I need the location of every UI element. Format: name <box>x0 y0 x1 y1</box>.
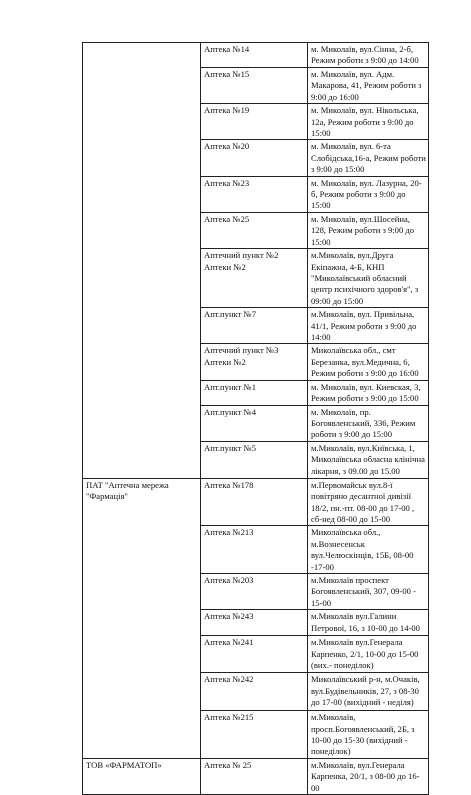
org-cell: ТОВ «ФАРМАТОП» <box>83 758 201 794</box>
address-cell: м. Миколаїв, вул. Киевская, 3, Режим роботи з 9:00 до 15:00 <box>308 380 429 405</box>
pharmacy-cell: Апт.пункт №1 <box>201 380 308 405</box>
address-cell: м. Миколаїв, вул. Лазурна, 20-б, Режим роботи з 9:00 до 15:00 <box>308 176 429 212</box>
pharmacy-cell: Аптека №14 <box>201 43 308 68</box>
pharmacy-cell: Аптека №25 <box>201 212 308 248</box>
address-cell: Миколаївська обл., м.Вознесенськ вул.Челюскінців, 15Б, 08-00 -17-00 <box>308 526 429 574</box>
address-cell: м.Первомайськ вул.8-ї повітряно десантної дивізії 18/2, пн.-пт. 08-00 до 17-00 , сб-нед 08-00 до 15-00 <box>308 478 429 526</box>
address-cell: м. Миколаїв, вул.Сінна, 2-б, Режим роботи з 9:00 до 14:00 <box>308 43 429 68</box>
pharmacy-table-body <box>83 43 429 795</box>
table-row <box>83 758 429 794</box>
address-cell: м.Миколаїв, просп.Богоявленський, 2Б, з 10-00 до 15-30 (вихідний - понеділок) <box>308 711 429 759</box>
address-cell: м. Миколаїв, вул. 6-та Слобідська,16-а, Режим роботи з 9:00 до 15:00 <box>308 140 429 176</box>
pharmacy-cell: Аптека №243 <box>201 610 308 636</box>
org-cell <box>83 43 201 479</box>
table-row <box>83 478 429 526</box>
address-cell: Миколаївська обл., смт Березанка, вул.Медична, 6, Режим роботи з 9:00 до 16:00 <box>308 344 429 380</box>
address-cell: м.Миколаїв, вул. Привільна, 41/1, Режим роботи з 9:00 до 14:00 <box>308 308 429 344</box>
address-cell: м.Миколаїв, вул.Друга Екіпажна, 4-Б, КНП "Миколаївський обласний центр психічного здоров'я", з 09:00 до 15:00 <box>308 249 429 308</box>
address-cell: м.Миколаїв, вул.Київська, 1, Миколаївська обласна клінічна лікарня, з 09.00 до 15.00 <box>308 441 429 478</box>
org-cell: ПАТ "Аптечна мережа "Фармація" <box>83 478 201 758</box>
pharmacy-cell: Аптека №242 <box>201 673 308 711</box>
address-cell: м.Миколаїв вул.Галини Петрової, 16, з 10-00 до 14-00 <box>308 610 429 636</box>
pharmacy-table <box>82 42 429 795</box>
pharmacy-cell: Аптека №15 <box>201 68 308 104</box>
address-cell: м.Миколаїв вул.Генерала Карпенко, 2/1, 10-00 до 15-00 (вих.- понеділок) <box>308 636 429 673</box>
address-cell: м.Миколаїв проспект Богоявленський, 307, 09-00 - 15-00 <box>308 574 429 610</box>
pharmacy-cell: Аптека № 25 <box>201 758 308 794</box>
pharmacy-cell: Апт.пункт №5 <box>201 441 308 478</box>
table-row <box>83 43 429 68</box>
pharmacy-cell: Аптечний пункт №2 Аптеки №2 <box>201 249 308 308</box>
pharmacy-cell: Аптека №241 <box>201 636 308 673</box>
pharmacy-cell: Апт.пункт №4 <box>201 405 308 441</box>
pharmacy-cell: Аптека №215 <box>201 711 308 759</box>
pharmacy-cell: Аптека №23 <box>201 176 308 212</box>
pharmacy-cell: Аптечний пункт №3 Аптеки №2 <box>201 344 308 380</box>
pharmacy-cell: Аптека №213 <box>201 526 308 574</box>
pharmacy-cell: Аптека №20 <box>201 140 308 176</box>
pharmacy-cell: Аптека №178 <box>201 478 308 526</box>
pharmacy-cell: Аптека №203 <box>201 574 308 610</box>
address-cell: м. Миколаїв, пр. Богоявленський, 336, Режим роботи з 9:00 до 15:00 <box>308 405 429 441</box>
address-cell: м. Миколаїв, вул. Адм. Макарова, 41, Режим роботи з 9:00 до 16:00 <box>308 68 429 104</box>
pharmacy-cell: Аптека №19 <box>201 104 308 140</box>
address-cell: м. Миколаїв, вул. Нікольська, 12а, Режим роботи з 9:00 до 15:00 <box>308 104 429 140</box>
address-cell: м.Миколаїв, вул.Генерала Карпенка, 20/1, з 08-00 до 16-00 <box>308 758 429 794</box>
address-cell: Миколаївський р-н, м.Очаків, вул.Будівельників, 27, з 08-30 до 17-00 (вихідний - неділя) <box>308 673 429 711</box>
pharmacy-cell: Апт.пункт №7 <box>201 308 308 344</box>
address-cell: м. Миколаїв, вул.Шосейна, 128, Режим роботи з 9:00 до 15:00 <box>308 212 429 248</box>
